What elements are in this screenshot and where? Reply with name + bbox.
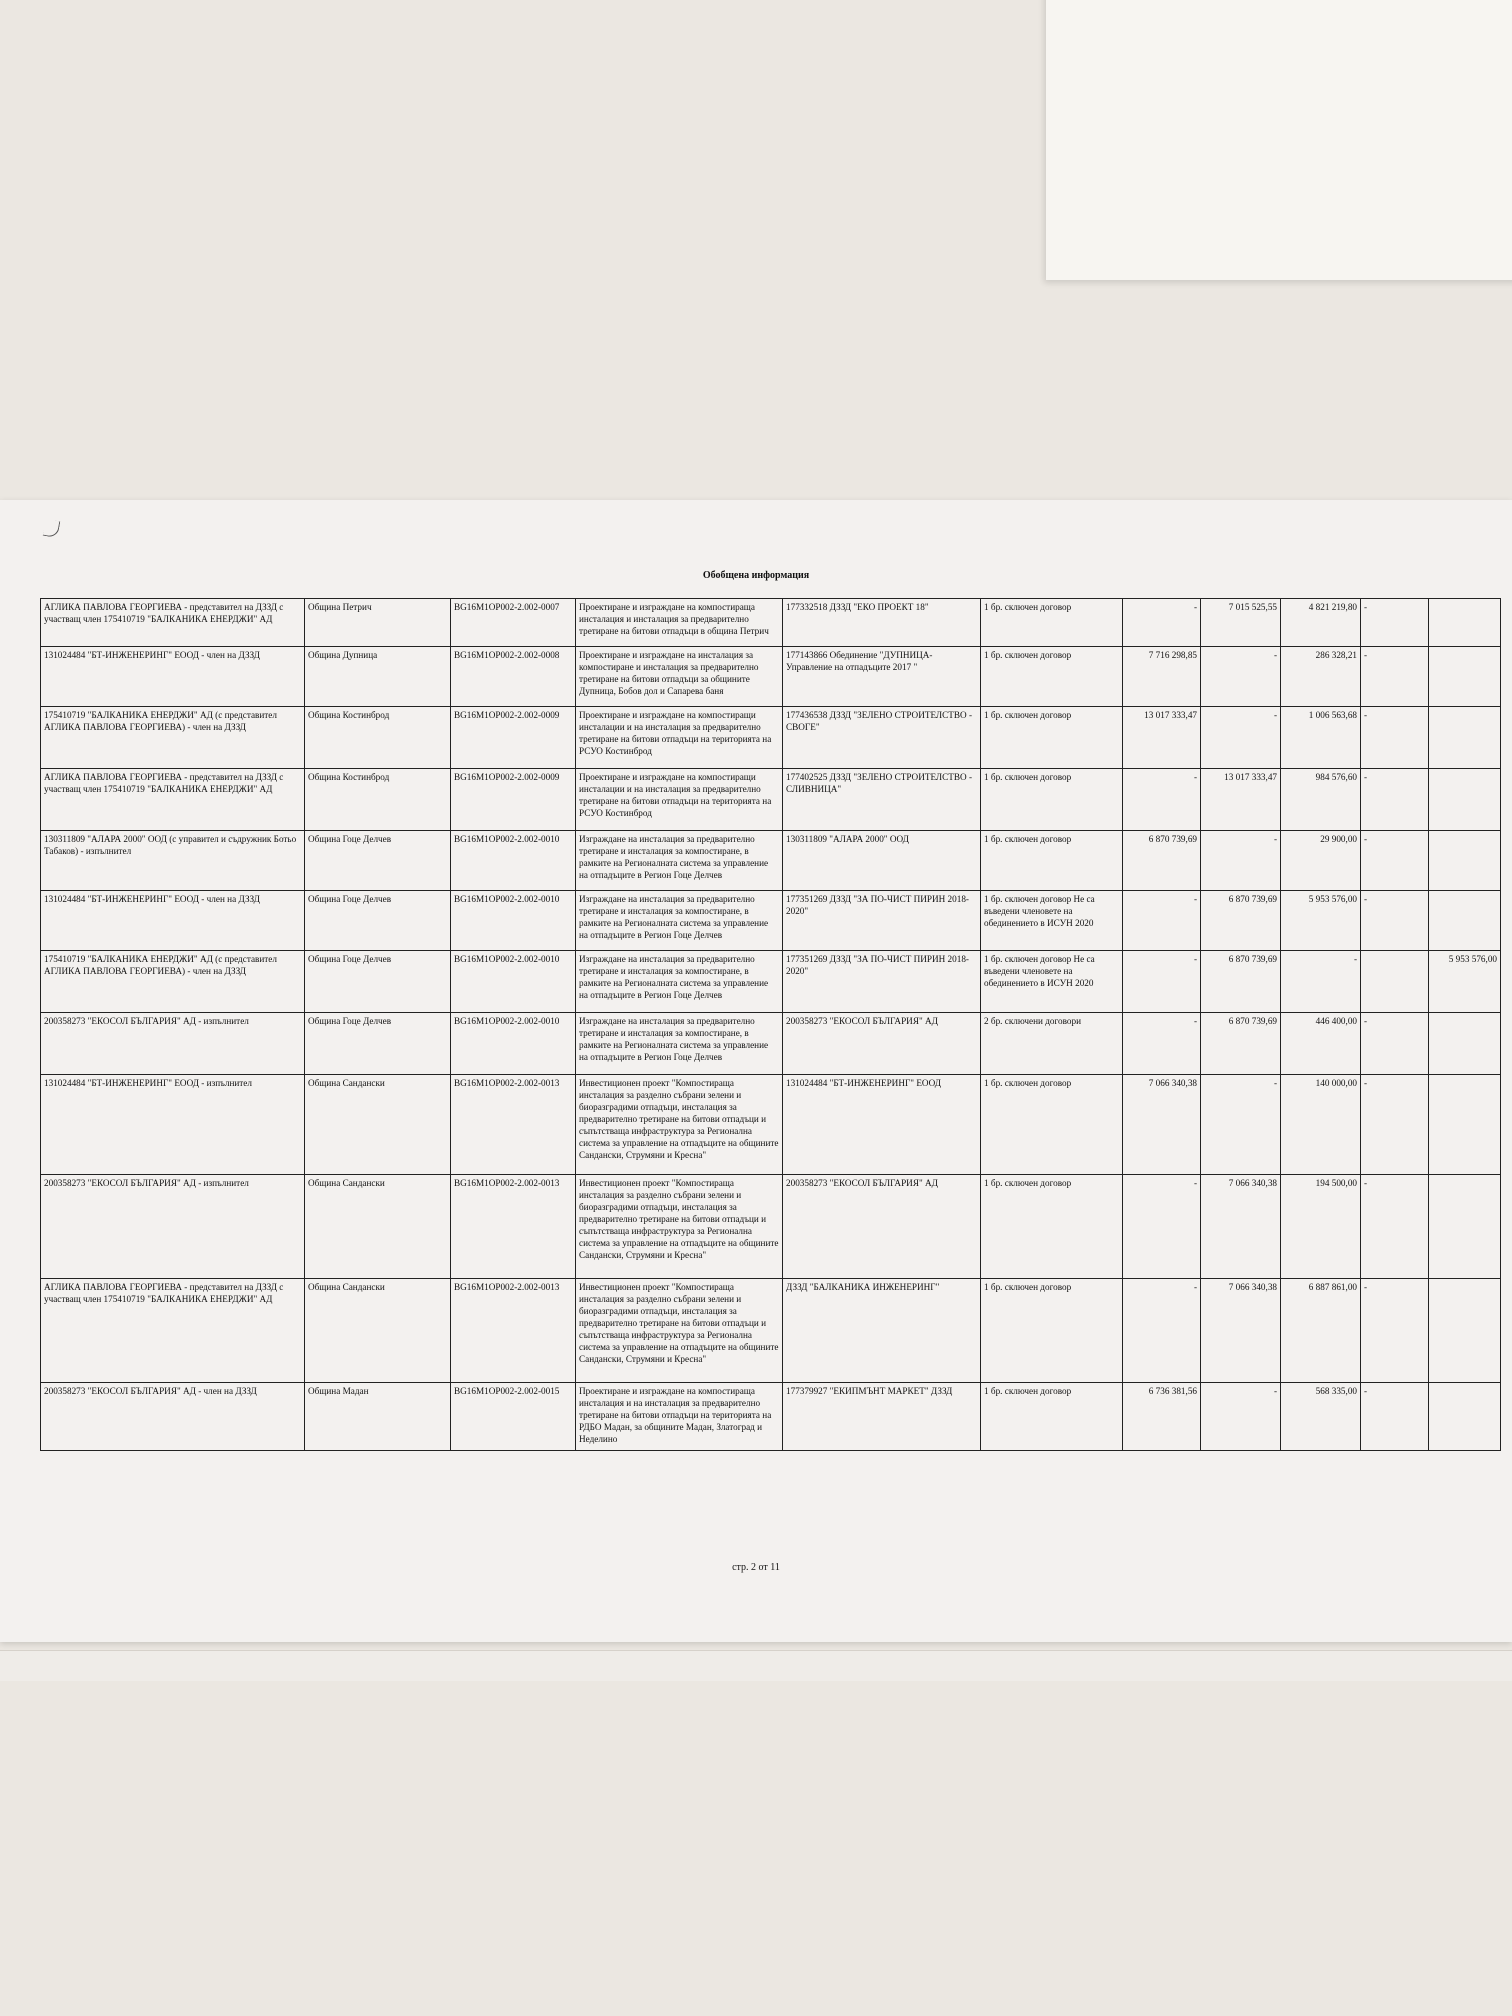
table-row — [41, 891, 1501, 951]
amount-cell-2: - — [1201, 707, 1281, 769]
municipality-cell: Община Сандански — [305, 1279, 451, 1383]
project-code-cell: BG16M1OP002-2.002-0007 — [451, 599, 576, 647]
amount-cell-3: 6 887 861,00 — [1281, 1279, 1361, 1383]
contracts-count-cell: 1 бр. сключен договор — [981, 1383, 1123, 1451]
project-description-cell: Проектиране и изграждане на компостираща инсталация и инсталация за предварително третиране на битови отпадъци в община Петрич — [576, 599, 783, 647]
amount-cell-4: - — [1361, 599, 1429, 647]
amount-cell-5 — [1429, 891, 1501, 951]
project-description-cell: Изграждане на инсталация за предварително третиране и инсталация за компостиране, в рамките на Регионалната система за управление на отпадъците в Регион Гоце Делчев — [576, 951, 783, 1013]
contracts-count-cell: 1 бр. сключен договор — [981, 769, 1123, 831]
project-description-cell: Инвестиционен проект "Компостираща инсталация за разделно събрани зелени и биоразградими отпадъци, инсталация за предварително третиране на битови отпадъци и съпътстваща инфраструктура за Регионална система за управление на отпадъците на общините Сандански, Струмяни и Кресна" — [576, 1075, 783, 1175]
amount-cell-4: - — [1361, 769, 1429, 831]
entity-cell: 130311809 "АЛАРА 2000" ООД (с управител и съдружник Ботьо Табаков) - изпълнител — [41, 831, 305, 891]
project-code-cell: BG16M1OP002-2.002-0009 — [451, 769, 576, 831]
contracts-count-cell: 1 бр. сключен договор — [981, 707, 1123, 769]
amount-cell-5 — [1429, 769, 1501, 831]
project-description-cell: Изграждане на инсталация за предварително третиране и инсталация за компостиране, в рамките на Регионалната система за управление на отпадъците в Регион Гоце Делчев — [576, 1013, 783, 1075]
entity-cell: 131024484 "БТ-ИНЖЕНЕРИНГ" ЕООД - член на ДЗЗД — [41, 891, 305, 951]
table-row — [41, 831, 1501, 891]
amount-cell-5 — [1429, 1013, 1501, 1075]
amount-cell-3: 140 000,00 — [1281, 1075, 1361, 1175]
amount-cell-3: 286 328,21 — [1281, 647, 1361, 707]
amount-cell-4: - — [1361, 707, 1429, 769]
table-row — [41, 1013, 1501, 1075]
municipality-cell: Община Гоце Делчев — [305, 951, 451, 1013]
entity-cell: 175410719 "БАЛКАНИКА ЕНЕРДЖИ" АД (с представител АГЛИКА ПАВЛОВА ГЕОРГИЕВА) - член на ДЗЗД — [41, 707, 305, 769]
amount-cell-3: 5 953 576,00 — [1281, 891, 1361, 951]
contracts-count-cell: 1 бр. сключен договор — [981, 1279, 1123, 1383]
amount-cell-2: - — [1201, 1383, 1281, 1451]
contractor-cell: 177379927 "ЕКИПМЪНТ МАРКЕТ" ДЗЗД — [783, 1383, 981, 1451]
project-description-cell: Инвестиционен проект "Компостираща инсталация за разделно събрани зелени и биоразградими отпадъци, инсталация за предварително третиране на битови отпадъци и съпътстваща инфраструктура за Регионална система за управление на отпадъците на общините Сандански, Струмяни и Кресна" — [576, 1175, 783, 1279]
amount-cell-3: 29 900,00 — [1281, 831, 1361, 891]
page-fold-mark — [43, 519, 61, 538]
amount-cell-1: - — [1123, 951, 1201, 1013]
entity-cell: АГЛИКА ПАВЛОВА ГЕОРГИЕВА - представител на ДЗЗД с участващ член 175410719 "БАЛКАНИКА ЕНЕРДЖИ" АД — [41, 769, 305, 831]
amount-cell-1: 6 736 381,56 — [1123, 1383, 1201, 1451]
table-row — [41, 1279, 1501, 1383]
contractor-cell: ДЗЗД "БАЛКАНИКА ИНЖЕНЕРИНГ" — [783, 1279, 981, 1383]
amount-cell-2: - — [1201, 1075, 1281, 1175]
municipality-cell: Община Гоце Делчев — [305, 831, 451, 891]
contracts-count-cell: 1 бр. сключен договор Не са въведени членовете на обединението в ИСУН 2020 — [981, 891, 1123, 951]
project-description-cell: Проектиране и изграждане на компостиращи инсталации и на инсталация за предварително третиране на битови отпадъци на територията на РСУО Костинброд — [576, 769, 783, 831]
amount-cell-1: - — [1123, 1279, 1201, 1383]
records-table — [40, 598, 1501, 1451]
amount-cell-2: - — [1201, 831, 1281, 891]
project-description-cell: Проектиране и изграждане на компостираща инсталация и на инсталация за предварително третиране на битови отпадъци на територията на РДБО Мадан, за общините Мадан, Златоград и Неделино — [576, 1383, 783, 1451]
project-code-cell: BG16M1OP002-2.002-0008 — [451, 647, 576, 707]
project-code-cell: BG16M1OP002-2.002-0010 — [451, 891, 576, 951]
project-code-cell: BG16M1OP002-2.002-0013 — [451, 1175, 576, 1279]
contractor-cell: 177351269 ДЗЗД "ЗА ПО-ЧИСТ ПИРИН 2018-2020" — [783, 891, 981, 951]
table-row — [41, 1175, 1501, 1279]
amount-cell-1: 13 017 333,47 — [1123, 707, 1201, 769]
document-heading: Обобщена информация — [702, 570, 810, 581]
amount-cell-3: - — [1281, 951, 1361, 1013]
amount-cell-5 — [1429, 599, 1501, 647]
amount-cell-2: 6 870 739,69 — [1201, 891, 1281, 951]
contracts-count-cell: 1 бр. сключен договор — [981, 1075, 1123, 1175]
amount-cell-5 — [1429, 707, 1501, 769]
background-paper — [1046, 0, 1512, 280]
municipality-cell: Община Мадан — [305, 1383, 451, 1451]
entity-cell: 131024484 "БТ-ИНЖЕНЕРИНГ" ЕООД - член на ДЗЗД — [41, 647, 305, 707]
municipality-cell: Община Дупница — [305, 647, 451, 707]
contracts-count-cell: 1 бр. сключен договор — [981, 599, 1123, 647]
municipality-cell: Община Гоце Делчев — [305, 1013, 451, 1075]
project-description-cell: Изграждане на инсталация за предварително третиране и инсталация за компостиране, в рамките на Регионалната система за управление на отпадъците в Регион Гоце Делчев — [576, 831, 783, 891]
entity-cell: 131024484 "БТ-ИНЖЕНЕРИНГ" ЕООД - изпълнител — [41, 1075, 305, 1175]
amount-cell-2: 7 066 340,38 — [1201, 1279, 1281, 1383]
entity-cell: АГЛИКА ПАВЛОВА ГЕОРГИЕВА - представител на ДЗЗД с участващ член 175410719 "БАЛКАНИКА ЕНЕРДЖИ" АД — [41, 599, 305, 647]
table-row — [41, 647, 1501, 707]
amount-cell-1: - — [1123, 599, 1201, 647]
contractor-cell: 177402525 ДЗЗД "ЗЕЛЕНО СТРОИТЕЛСТВО - СЛИВНИЦА" — [783, 769, 981, 831]
project-code-cell: BG16M1OP002-2.002-0010 — [451, 831, 576, 891]
amount-cell-3: 984 576,60 — [1281, 769, 1361, 831]
amount-cell-1: 7 066 340,38 — [1123, 1075, 1201, 1175]
project-description-cell: Проектиране и изграждане на компостиращи инсталации и на инсталация за предварително третиране на битови отпадъци на територията на РСУО Костинброд — [576, 707, 783, 769]
municipality-cell: Община Костинброд — [305, 769, 451, 831]
amount-cell-1: - — [1123, 1175, 1201, 1279]
table-row — [41, 951, 1501, 1013]
amount-cell-4: - — [1361, 1383, 1429, 1451]
table-row — [41, 707, 1501, 769]
project-description-cell: Изграждане на инсталация за предварително третиране и инсталация за компостиране, в рамките на Регионалната система за управление на отпадъците в Регион Гоце Делчев — [576, 891, 783, 951]
contractor-cell: 200358273 "ЕКОСОЛ БЪЛГАРИЯ" АД — [783, 1175, 981, 1279]
amount-cell-4: - — [1361, 1075, 1429, 1175]
contracts-count-cell: 2 бр. сключени договори — [981, 1013, 1123, 1075]
entity-cell: 175410719 "БАЛКАНИКА ЕНЕРДЖИ" АД (с представител АГЛИКА ПАВЛОВА ГЕОРГИЕВА) - член на ДЗЗД — [41, 951, 305, 1013]
amount-cell-5 — [1429, 1075, 1501, 1175]
amount-cell-1: - — [1123, 769, 1201, 831]
entity-cell: 200358273 "ЕКОСОЛ БЪЛГАРИЯ" АД - член на ДЗЗД — [41, 1383, 305, 1451]
table-row — [41, 769, 1501, 831]
contractor-cell: 200358273 "ЕКОСОЛ БЪЛГАРИЯ" АД — [783, 1013, 981, 1075]
amount-cell-1: 6 870 739,69 — [1123, 831, 1201, 891]
amount-cell-5 — [1429, 647, 1501, 707]
amount-cell-4: - — [1361, 1013, 1429, 1075]
amount-cell-4: - — [1361, 831, 1429, 891]
amount-cell-3: 446 400,00 — [1281, 1013, 1361, 1075]
project-code-cell: BG16M1OP002-2.002-0010 — [451, 951, 576, 1013]
records-table-body — [41, 599, 1501, 1451]
amount-cell-4: - — [1361, 1279, 1429, 1383]
amount-cell-5 — [1429, 1175, 1501, 1279]
entity-cell: АГЛИКА ПАВЛОВА ГЕОРГИЕВА - представител на ДЗЗД с участващ член 175410719 "БАЛКАНИКА ЕНЕРДЖИ" АД — [41, 1279, 305, 1383]
amount-cell-1: - — [1123, 1013, 1201, 1075]
contractor-cell: 177351269 ДЗЗД "ЗА ПО-ЧИСТ ПИРИН 2018-2020" — [783, 951, 981, 1013]
amount-cell-2: - — [1201, 647, 1281, 707]
amount-cell-2: 13 017 333,47 — [1201, 769, 1281, 831]
municipality-cell: Община Сандански — [305, 1075, 451, 1175]
project-code-cell: BG16M1OP002-2.002-0009 — [451, 707, 576, 769]
project-code-cell: BG16M1OP002-2.002-0015 — [451, 1383, 576, 1451]
project-description-cell: Проектиране и изграждане на инсталация за компостиране и инсталация за предварително третиране на битови отпадъци за общините Дупница, Бобов дол и Сапарева баня — [576, 647, 783, 707]
table-row — [41, 599, 1501, 647]
municipality-cell: Община Костинброд — [305, 707, 451, 769]
amount-cell-3: 4 821 219,80 — [1281, 599, 1361, 647]
amount-cell-2: 7 066 340,38 — [1201, 1175, 1281, 1279]
project-description-cell: Инвестиционен проект "Компостираща инсталация за разделно събрани зелени и биоразградими отпадъци, инсталация за предварително третиране на битови отпадъци и съпътстваща инфраструктура за Регионална система за управление на отпадъците на общините Сандански, Струмяни и Кресна" — [576, 1279, 783, 1383]
amount-cell-4: - — [1361, 1175, 1429, 1279]
table-row — [41, 1383, 1501, 1451]
contractor-cell: 130311809 "АЛАРА 2000" ООД — [783, 831, 981, 891]
amount-cell-3: 1 006 563,68 — [1281, 707, 1361, 769]
amount-cell-2: 7 015 525,55 — [1201, 599, 1281, 647]
amount-cell-3: 194 500,00 — [1281, 1175, 1361, 1279]
amount-cell-4: - — [1361, 647, 1429, 707]
contractor-cell: 131024484 "БТ-ИНЖЕНЕРИНГ" ЕООД — [783, 1075, 981, 1175]
contracts-count-cell: 1 бр. сключен договор — [981, 647, 1123, 707]
contractor-cell: 177143866 Обединение "ДУПНИЦА-Управление на отпадъците 2017 " — [783, 647, 981, 707]
amount-cell-3: 568 335,00 — [1281, 1383, 1361, 1451]
entity-cell: 200358273 "ЕКОСОЛ БЪЛГАРИЯ" АД - изпълнител — [41, 1175, 305, 1279]
entity-cell: 200358273 "ЕКОСОЛ БЪЛГАРИЯ" АД - изпълнител — [41, 1013, 305, 1075]
amount-cell-5 — [1429, 1383, 1501, 1451]
amount-cell-5 — [1429, 1279, 1501, 1383]
amount-cell-1: - — [1123, 891, 1201, 951]
municipality-cell: Община Петрич — [305, 599, 451, 647]
amount-cell-5: 5 953 576,00 — [1429, 951, 1501, 1013]
amount-cell-2: 6 870 739,69 — [1201, 1013, 1281, 1075]
amount-cell-4 — [1361, 951, 1429, 1013]
table-row — [41, 1075, 1501, 1175]
contractor-cell: 177332518 ДЗЗД "ЕКО ПРОЕКТ 18" — [783, 599, 981, 647]
underlying-sheet-edge — [0, 1650, 1512, 1681]
contracts-count-cell: 1 бр. сключен договор — [981, 1175, 1123, 1279]
contracts-count-cell: 1 бр. сключен договор — [981, 831, 1123, 891]
amount-cell-4: - — [1361, 891, 1429, 951]
amount-cell-2: 6 870 739,69 — [1201, 951, 1281, 1013]
contractor-cell: 177436538 ДЗЗД "ЗЕЛЕНО СТРОИТЕЛСТВО - СВОГЕ" — [783, 707, 981, 769]
amount-cell-5 — [1429, 831, 1501, 891]
document-page — [0, 500, 1512, 1642]
project-code-cell: BG16M1OP002-2.002-0013 — [451, 1075, 576, 1175]
municipality-cell: Община Сандански — [305, 1175, 451, 1279]
amount-cell-1: 7 716 298,85 — [1123, 647, 1201, 707]
page-number: стр. 2 от 11 — [732, 1562, 780, 1573]
project-code-cell: BG16M1OP002-2.002-0010 — [451, 1013, 576, 1075]
contracts-count-cell: 1 бр. сключен договор Не са въведени членовете на обединението в ИСУН 2020 — [981, 951, 1123, 1013]
project-code-cell: BG16M1OP002-2.002-0013 — [451, 1279, 576, 1383]
municipality-cell: Община Гоце Делчев — [305, 891, 451, 951]
